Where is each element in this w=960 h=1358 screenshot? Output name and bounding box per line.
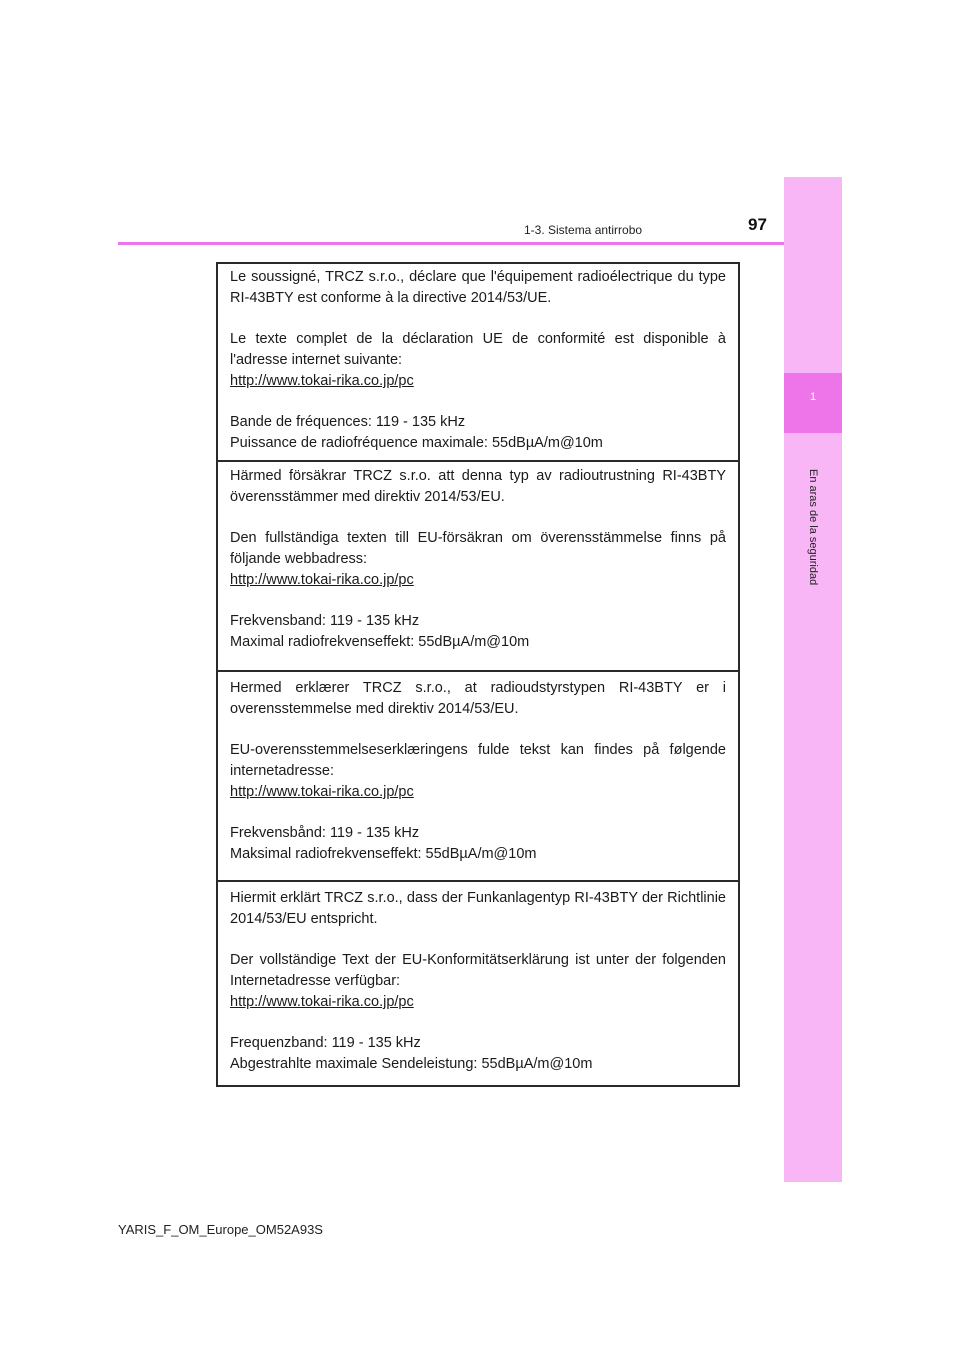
frequency-band: Bande de fréquences: 119 - 135 kHz <box>230 414 466 430</box>
full-text-note: Den fullständiga texten till EU-försäkran om överensstämmelse finns på följande webbadress: <box>230 530 726 567</box>
declaration-text: Hiermit erklärt TRCZ s.r.o., dass der Funkanlagentyp RI-43BTY der Richtlinie 2014/53/EU entspricht. <box>230 890 726 927</box>
frequency-band: Frequenzband: 119 - 135 kHz <box>230 1035 421 1051</box>
document-code: YARIS_F_OM_Europe_OM52A93S <box>118 1222 323 1237</box>
full-text-note: Le texte complet de la déclaration UE de conformité est disponible à l'adresse internet suivante: <box>230 331 726 368</box>
page-number: 97 <box>748 215 767 234</box>
max-power: Maksimal radiofrekvenseffekt: 55dBµA/m@10m <box>230 846 537 862</box>
section-title: 1-3. Sistema antirrobo <box>524 223 643 237</box>
frequency-band: Frekvensband: 119 - 135 kHz <box>230 613 420 629</box>
declaration-text: Le soussigné, TRCZ s.r.o., déclare que l'équipement radioélectrique du type RI-43BTY est conforme à la directive 2014/53/UE. <box>230 269 726 306</box>
declaration-text: Hermed erklærer TRCZ s.r.o., at radioudstyrstypen RI-43BTY er i overensstemmelse med direktiv 2014/53/EU. <box>230 680 726 717</box>
declaration-text: Härmed försäkrar TRCZ s.r.o. att denna typ av radioutrustning RI-43BTY överensstämmer med direktiv 2014/53/EU. <box>230 468 726 505</box>
declaration-url[interactable]: http://www.tokai-rika.co.jp/pc <box>230 994 414 1010</box>
full-text-note: Der vollständige Text der EU-Konformitätserklärung ist unter der folgenden Internetadresse verfügbar: <box>230 952 726 989</box>
declaration-url[interactable]: http://www.tokai-rika.co.jp/pc <box>230 572 414 588</box>
chapter-label: En aras de la seguridad <box>807 469 819 586</box>
max-power: Puissance de radiofréquence maximale: 55dBµA/m@10m <box>230 435 603 451</box>
declaration-url[interactable]: http://www.tokai-rika.co.jp/pc <box>230 784 414 800</box>
chapter-side-tab <box>784 177 842 1182</box>
max-power: Maximal radiofrekvenseffekt: 55dBµA/m@10m <box>230 634 530 650</box>
conformity-notice-frame <box>216 262 740 1087</box>
chapter-marker <box>784 373 842 433</box>
notice-block-french <box>218 267 738 460</box>
chapter-number: 1 <box>809 391 817 403</box>
declaration-url[interactable]: http://www.tokai-rika.co.jp/pc <box>230 373 414 389</box>
header-rule <box>118 242 784 245</box>
notice-block-danish <box>218 670 738 880</box>
full-text-note: EU-overensstemmelseserklæringens fulde tekst kan findes på følgende internetadresse: <box>230 742 726 779</box>
max-power: Abgestrahlte maximale Sendeleistung: 55dBµA/m@10m <box>230 1056 593 1072</box>
frequency-band: Frekvensbånd: 119 - 135 kHz <box>230 825 420 841</box>
notice-block-swedish <box>218 460 738 670</box>
notice-block-german <box>218 880 738 1083</box>
